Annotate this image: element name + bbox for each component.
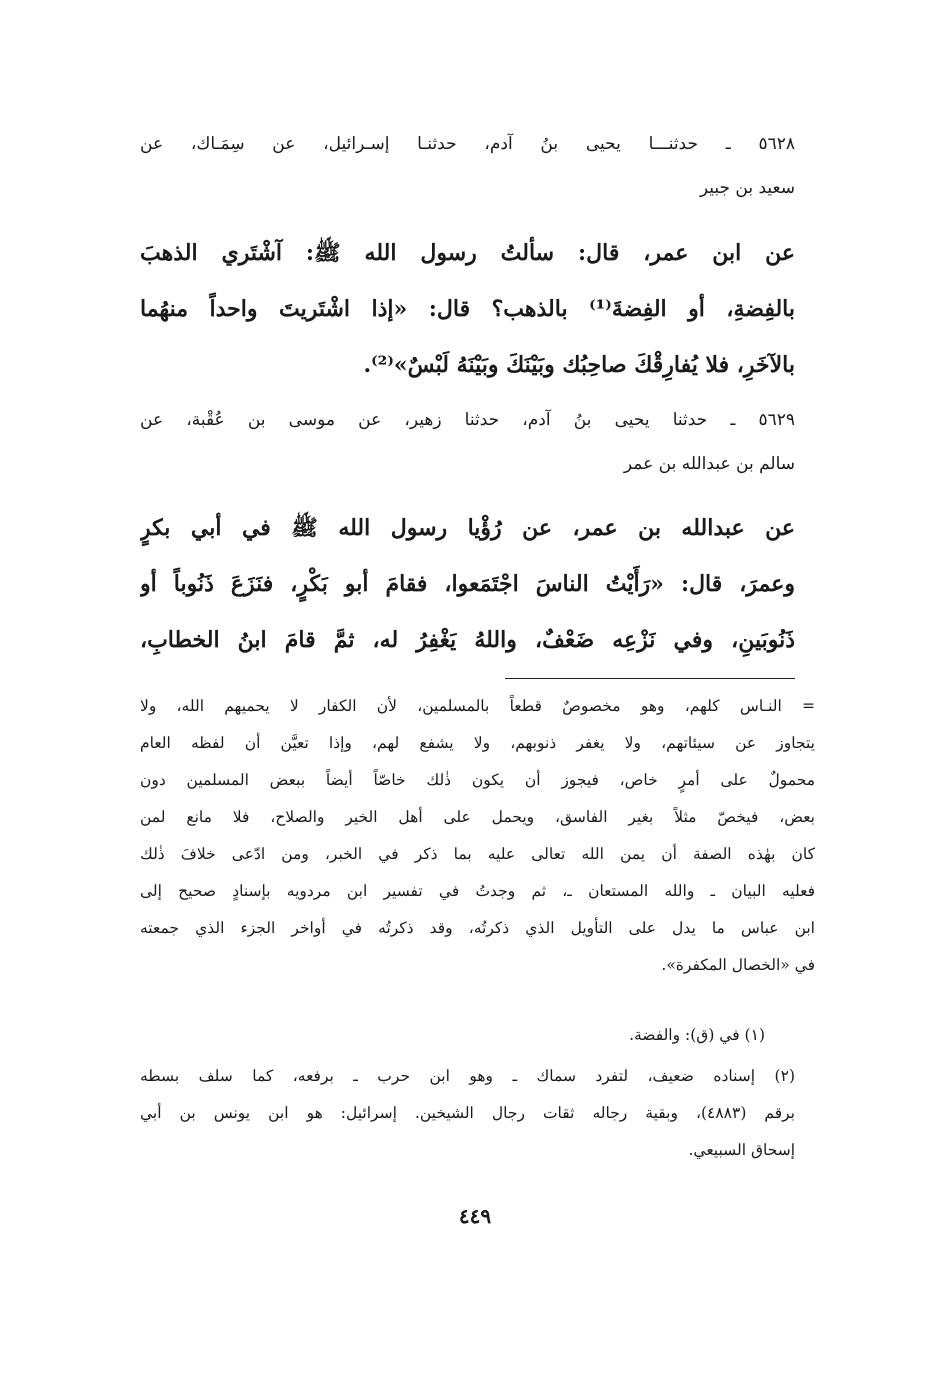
- hadith-5629-isnad: [140, 398, 795, 486]
- footnote-2: [140, 1058, 795, 1169]
- footnote-line: (١) في (ق): والفضة.: [629, 1026, 765, 1044]
- matn-line: عن عبدالله بن عمر، عن رُؤْيا رسول الله ﷺ في أبي بكرٍ: [140, 515, 795, 541]
- footnote-line: برقم (٤٨٨٣)، وبقية رجاله ثقات رجال الشيخين. إسرائيل: هو ابن يونس بن أبي: [140, 1104, 795, 1122]
- footnote-line: في «الخصال المكفرة».: [661, 956, 815, 974]
- footnote-line: (٢) إسناده ضعيف، لتفرد سماك ـ وهو ابن حرب ـ برفعه، كما سلف بسطه: [140, 1067, 795, 1085]
- footnote-line: = النـاس كلهم، وهو مخصوصٌ قطعاً بالمسلمين، لأن الكفار لا يحميهم الله، ولا: [140, 697, 815, 715]
- footnote-1: [140, 1017, 795, 1054]
- footnote-line: بعض، فيخصّ مثلاً بغير الفاسق، ويحمل على أهل الخير والصلاح، فلا مانع لمن: [140, 808, 815, 826]
- footnote-line: يتجاوز عن سيئاتهم، ولا يغفر ذنوبهم، ولا يشفع لهم، وإذا تعيَّن أن لفظه العام: [140, 734, 815, 752]
- page-number: ٤٤٩: [458, 1204, 492, 1228]
- isnad-line: ٥٦٢٨ ـ حدثنـــا يحيى بنُ آدم، حدثنـا إسـرائيل، عن سِمَـاك، عن: [140, 134, 795, 154]
- matn-line: بالفِضةِ، أو الفِضةَ⁽¹⁾ بالذهب؟ قال: «إذا اشْتَريتَ واحداً منهُما: [140, 296, 795, 322]
- matn-line: بالآخَرِ، فلا يُفارِقْكَ صاحِبُك وبَيْنَكَ وبَيْنَهُ لَبْسٌ»⁽²⁾.: [363, 352, 795, 378]
- footnote-line: فعليه البيان ـ والله المستعان ـ، ثم وجدتُ في تفسير ابن مردويه بإسنادٍ صحيح إلى: [140, 882, 815, 900]
- matn-line: وعمرَ، قال: «رَأَيْتُ الناسَ اجْتَمَعوا، فقامَ أبو بَكْرٍ، فنَزَعَ ذَنُوباً أو: [140, 571, 795, 597]
- matn-line: ذَنُوبَينِ، وفي نَزْعِه ضَعْفٌ، واللهُ يَغْفِرُ له، ثمَّ قامَ ابنُ الخطابِ،: [140, 627, 795, 653]
- footnote-line: ابن عباس ما يدل على التأويل الذي ذكرتُه، وقد ذكرتُه في أواخر الجزء الذي جمعته: [140, 919, 815, 937]
- isnad-line: ٥٦٢٩ ـ حدثنا يحيى بنُ آدم، حدثنا زهير، عن موسى بن عُقْبة، عن: [140, 410, 795, 430]
- matn-line: عن ابن عمر، قال: سألتُ رسول الله ﷺ: آشْتَري الذهبَ: [140, 240, 795, 266]
- isnad-line: سالم بن عبدالله بن عمر: [623, 454, 795, 474]
- footnote-line: كان بهٰذه الصفة أن يمن الله تعالى عليه بما ذكر في الخبر، ومن ادّعى خلافَ ذٰلك: [140, 845, 815, 863]
- hadith-5628-matn: [140, 225, 795, 393]
- footnote-line: إسحاق السبيعي.: [688, 1141, 795, 1159]
- hadith-5628-isnad: [140, 122, 795, 210]
- footnote-divider: [505, 678, 795, 679]
- footnote-continuation: [140, 688, 815, 984]
- hadith-5629-matn: [140, 500, 795, 668]
- footnote-line: محمولٌ على أمرٍ خاص، فيجوز أن يكون ذٰلك خاصّاً أيضاً ببعض المسلمين دون: [140, 771, 815, 789]
- isnad-line: سعيد بن جبير: [699, 178, 795, 198]
